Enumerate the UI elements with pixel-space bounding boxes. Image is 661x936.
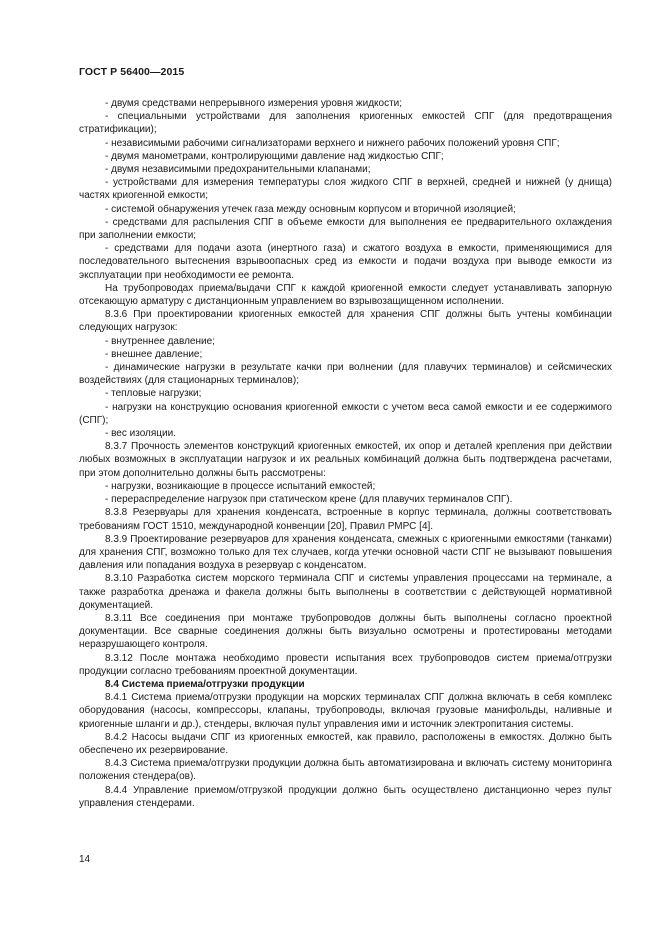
paragraph: 8.3.10 Разработка систем морского терминала СПГ и системы управления процессами на терминале, а также разработка дренажа и факела должны быть выполнены в соответствии с действующей нормативной документацией.	[79, 573, 612, 611]
paragraph: - внутреннее давление;	[105, 335, 215, 347]
paragraph: - двумя средствами непрерывного измерения уровня жидкости;	[105, 98, 403, 109]
paragraph: 8.3.9 Проектирование резервуаров для хранения конденсата, смежных с криогенными емкостями (танками) для хранения СПГ, возможно только для тех случаев, когда утечки основной части СПГ не вызывают повышения давления или попадания воздуха в резервуар с конденсатом.	[79, 533, 612, 572]
page-number: 14	[79, 854, 91, 865]
document-body	[79, 97, 612, 810]
paragraph: - системой обнаружения утечек газа между основным корпусом и вторичной изоляцией;	[105, 203, 516, 215]
paragraph: - тепловые нагрузки;	[105, 388, 202, 400]
paragraph: 8.4.2 Насосы выдачи СПГ из криогенных емкостей, как правило, расположены в емкостях. Должно быть обеспечено их резервирование.	[79, 731, 612, 756]
paragraph: - независимыми рабочими сигнализаторами верхнего и нижнего рабочих положений уровня СПГ;	[105, 137, 560, 149]
paragraph: - средствами для подачи азота (инертного газа) и сжатого воздуха в емкости, применяющимися для последовательного вытеснения взрывоопасных сред из емкости и подачи воздуха при выводе емкости из эксплуатации при необходимости ее ремонта.	[79, 243, 612, 281]
paragraph: - нагрузки, возникающие в процессе испытаний емкостей;	[105, 480, 376, 492]
paragraph: 8.3.8 Резервуары для хранения конденсата, встроенные в корпус терминала, должны соответствовать требованиям ГОСТ 1510, международной конвенции [20], Правил РМРС [4].	[79, 507, 612, 532]
paragraph: - внешнее давление;	[105, 348, 203, 360]
paragraph: 8.4.1 Система приема/отгрузки продукции на морских терминалах СПГ должна включать в себя комплекс оборудования (насосы, компрессоры, клапаны, трубопроводы, включая грузовые манифольды, наливные и криогенные шланги и др.), стендеры, включая пульт управления ими и источник электропитания системы.	[79, 692, 612, 730]
section-heading: 8.4 Система приема/отгрузки продукции	[105, 678, 305, 690]
paragraph: - устройствами для измерения температуры слоя жидкого СПГ в верхней, средней и нижней (у днища) частях криогенной емкости;	[79, 177, 612, 202]
paragraph: 8.3.11 Все соединения при монтаже трубопроводов должны быть выполнены согласно проектной документации. Все сварные соединения должны быть визуально осмотрены и протестированы методами неразрушающего контроля.	[79, 612, 612, 651]
paragraph: - специальными устройствами для заполнения криогенных емкостей СПГ (для предотвращения стратификации);	[79, 111, 612, 136]
paragraph: 8.4.3 Система приема/отгрузки продукции должна быть автоматизирована и включать систему мониторинга положения стендера(ов).	[79, 758, 612, 783]
paragraph: - двумя манометрами, контролирующими давление над жидкостью СПГ;	[105, 150, 444, 162]
paragraph: - нагрузки на конструкцию основания криогенной емкости с учетом веса самой емкости и ее содержимого (СПГ);	[79, 401, 612, 426]
paragraph: - средствами для распыления СПГ в объеме емкости для выполнения ее предварительного охлаждения при заполнении емкости;	[79, 216, 612, 242]
paragraph: 8.3.6 При проектировании криогенных емкостей для хранения СПГ должны быть учтены комбинации следующих нагрузок:	[79, 309, 612, 334]
paragraph: - двумя независимыми предохранительными клапанами;	[105, 164, 371, 176]
paragraph: 8.3.12 После монтажа необходимо провести испытания всех трубопроводов систем приема/отгрузки продукции согласно требованиям проектной документации.	[79, 652, 612, 677]
paragraph: - вес изоляции.	[105, 428, 176, 440]
paragraph: На трубопроводах приема/выдачи СПГ к каждой криогенной емкости следует устанавливать запорную отсекающую арматуру с дистанционным управлением во взрывозащищенном исполнении.	[79, 282, 612, 308]
paragraph: 8.3.7 Прочность элементов конструкций криогенных емкостей, их опор и деталей крепления при действии любых возможных в эксплуатации нагрузок и их реальных комбинаций должна быть подтверждена расчетами, при этом дополнительно должны быть рассмотрены:	[79, 441, 612, 479]
paragraph: - динамические нагрузки в результате качки при волнении (для плавучих терминалов) и сейсмических воздействиях (для стационарных терминалов);	[79, 362, 612, 387]
paragraph: 8.4.4 Управление приемом/отгрузкой продукции должно быть осуществлено дистанционно через пульт управления стендерами.	[79, 784, 612, 809]
document-header: ГОСТ Р 56400—2015	[79, 66, 185, 78]
paragraph: - перераспределение нагрузок при статическом крене (для плавучих терминалов СПГ).	[105, 494, 513, 506]
